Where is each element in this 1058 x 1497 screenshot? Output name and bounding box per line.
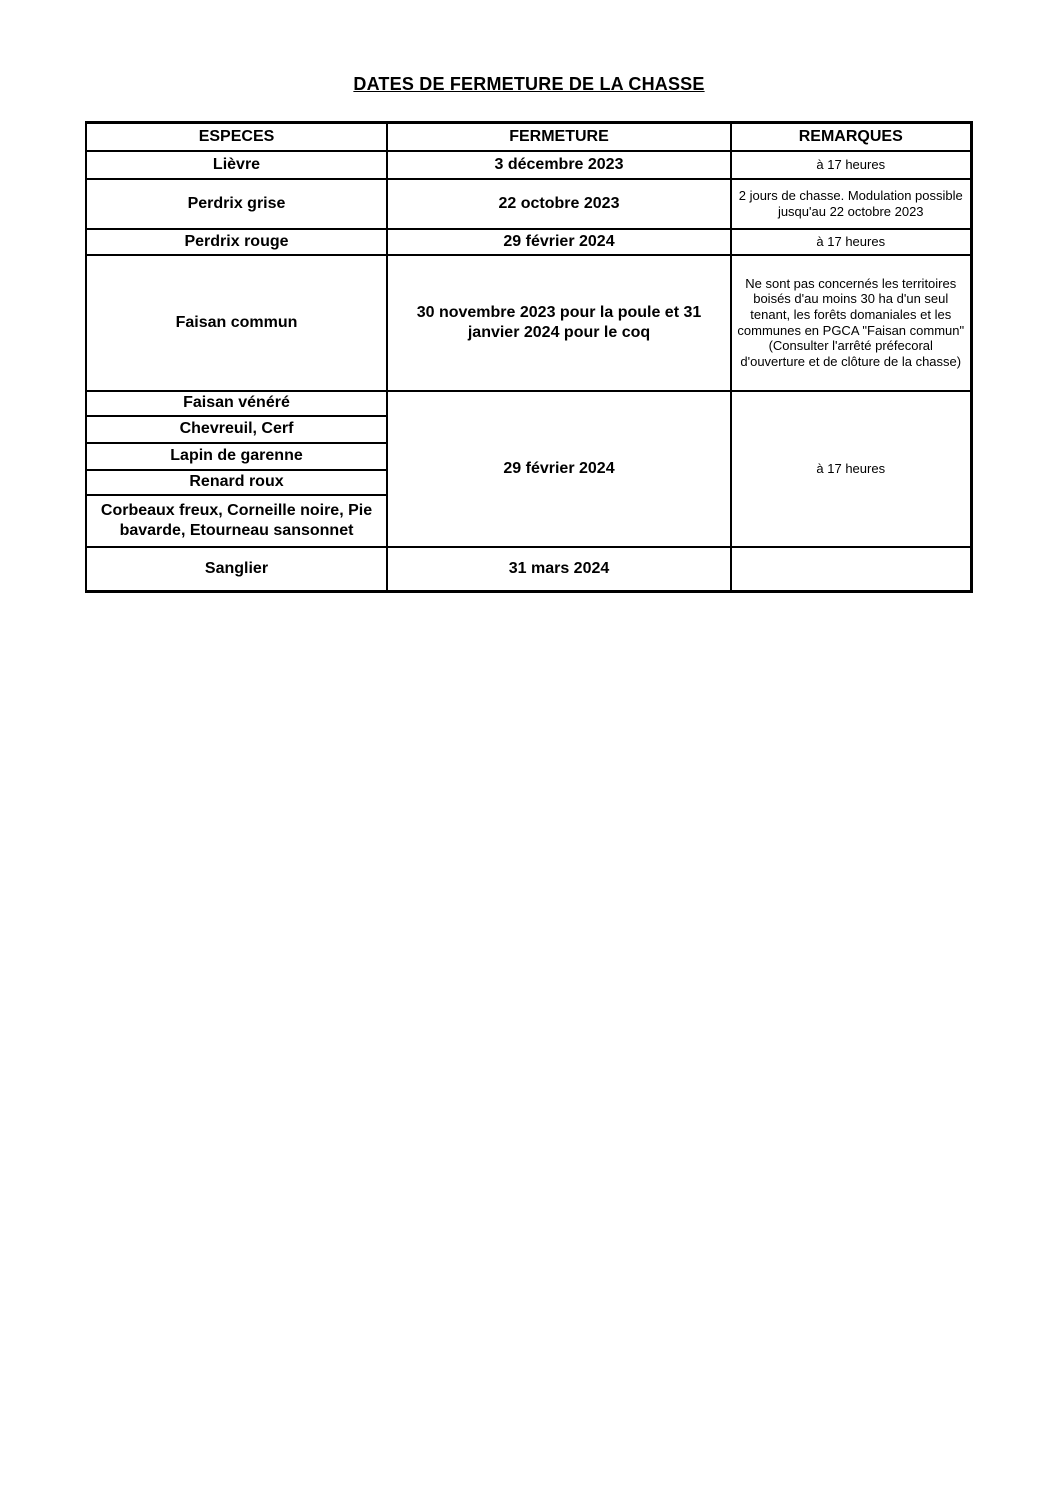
- remarks-cell: [731, 547, 971, 592]
- header-species: ESPECES: [86, 123, 387, 151]
- closing-date-cell: 29 février 2024: [387, 391, 731, 547]
- remarks-cell: à 17 heures: [731, 229, 971, 255]
- remarks-cell: à 17 heures: [731, 151, 971, 179]
- table-row: [86, 229, 971, 255]
- table-row: [86, 391, 971, 416]
- closing-date-cell: 29 février 2024: [387, 229, 731, 255]
- page-title: DATES DE FERMETURE DE LA CHASSE: [353, 74, 705, 94]
- species-cell: Sanglier: [86, 547, 387, 592]
- header-closing: FERMETURE: [387, 123, 731, 151]
- species-cell: Corbeaux freux, Corneille noire, Pie bavarde, Etourneau sansonnet: [86, 495, 387, 547]
- table-row: [86, 547, 971, 592]
- species-cell: Lapin de garenne: [86, 443, 387, 470]
- closing-date-cell: 22 octobre 2023: [387, 179, 731, 229]
- remarks-cell: 2 jours de chasse. Modulation possible jusqu'au 22 octobre 2023: [731, 179, 971, 229]
- table-row: [86, 255, 971, 391]
- closing-date-cell: 3 décembre 2023: [387, 151, 731, 179]
- species-cell: Faisan vénéré: [86, 391, 387, 416]
- species-cell: Lièvre: [86, 151, 387, 179]
- species-cell: Renard roux: [86, 470, 387, 495]
- table-row: [86, 179, 971, 229]
- hunting-closing-table: [85, 121, 973, 593]
- closing-date-cell: 31 mars 2024: [387, 547, 731, 592]
- closing-date-cell: 30 novembre 2023 pour la poule et 31 janvier 2024 pour le coq: [387, 255, 731, 391]
- remarks-cell: à 17 heures: [731, 391, 971, 547]
- species-cell: Perdrix grise: [86, 179, 387, 229]
- header-row: [86, 123, 971, 151]
- remarks-cell: Ne sont pas concernés les territoires boisés d'au moins 30 ha d'un seul tenant, les forêts domaniales et les communes en PGCA "Faisan commun" (Consulter l'arrêté préfecoral d'ouverture et de clôture de la chasse): [731, 255, 971, 391]
- species-cell: Faisan commun: [86, 255, 387, 391]
- species-cell: Chevreuil, Cerf: [86, 416, 387, 443]
- table-row: [86, 151, 971, 179]
- header-remarks: REMARQUES: [731, 123, 971, 151]
- species-cell: Perdrix rouge: [86, 229, 387, 255]
